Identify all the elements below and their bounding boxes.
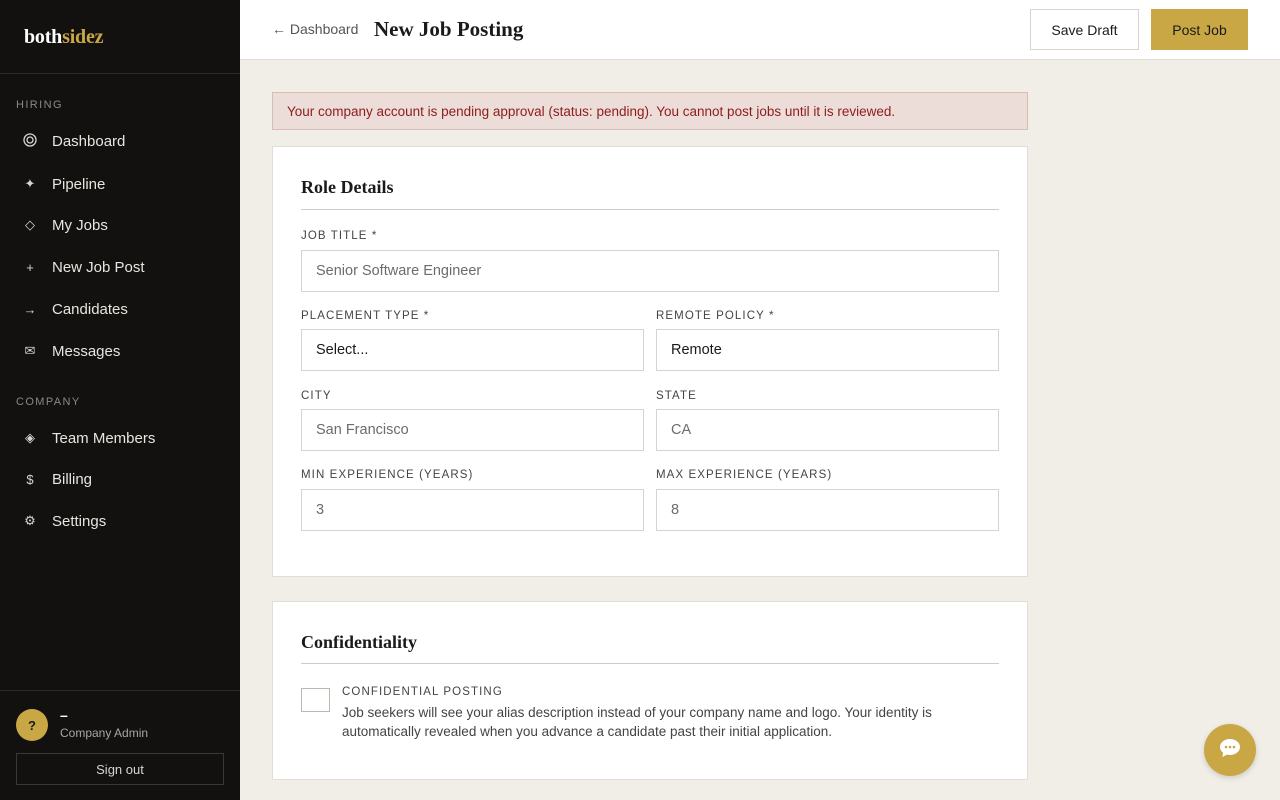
sidebar-item-candidates[interactable] bbox=[0, 291, 240, 327]
sidebar-item-pipeline[interactable] bbox=[0, 166, 240, 202]
placement-type-label: PLACEMENT TYPE * bbox=[301, 310, 430, 322]
back-to-dashboard-link[interactable]: ← Dashboard bbox=[272, 21, 359, 37]
sidebar-item-label: Team Members bbox=[52, 429, 156, 447]
sidebar-item-my-jobs[interactable] bbox=[0, 207, 240, 243]
dollar-icon: $ bbox=[26, 471, 34, 487]
sidebar-item-billing[interactable] bbox=[0, 461, 240, 497]
sidebar-item-messages[interactable] bbox=[0, 333, 240, 369]
section-label-hiring: HIRING bbox=[16, 99, 63, 111]
sidebar-item-dashboard[interactable] bbox=[0, 123, 240, 159]
card-title: Confidentiality bbox=[301, 632, 418, 652]
diamond-outline-icon: ◇ bbox=[25, 217, 35, 232]
arrow-right-icon: → bbox=[23, 301, 37, 317]
sidebar-item-team-members[interactable] bbox=[0, 420, 240, 456]
divider bbox=[301, 663, 999, 664]
confidential-posting-checkbox[interactable] bbox=[301, 688, 330, 712]
sign-out-button[interactable]: Sign out bbox=[16, 753, 224, 785]
post-job-button[interactable]: Post Job bbox=[1151, 9, 1248, 50]
card-title: Role Details bbox=[301, 177, 394, 197]
confidential-posting-description: Job seekers will see your alias description instead of your company name and logo. Your identity is automatically revealed when you advance a candidate past their initial application. bbox=[342, 705, 932, 739]
sidebar-item-label: Candidates bbox=[52, 300, 128, 318]
section-label-company: COMPANY bbox=[16, 396, 81, 408]
sidebar-item-settings[interactable] bbox=[0, 503, 240, 539]
max-experience-input[interactable] bbox=[656, 489, 999, 531]
select-value: Select... bbox=[316, 342, 369, 358]
state-label: STATE bbox=[656, 390, 697, 402]
sidebar-item-label: Settings bbox=[52, 512, 107, 530]
user-role: Company Admin bbox=[60, 726, 149, 740]
sidebar-item-label: Dashboard bbox=[52, 132, 126, 150]
confidentiality-card bbox=[272, 601, 1028, 780]
sidebar-item-label: Pipeline bbox=[52, 175, 106, 193]
sparkle-icon: ✦ bbox=[24, 176, 36, 191]
gear-icon: ⚙ bbox=[24, 513, 36, 528]
target-icon bbox=[22, 133, 38, 150]
city-input[interactable] bbox=[301, 409, 644, 451]
chat-bubble-icon bbox=[1219, 738, 1241, 763]
sidebar-item-label: New Job Post bbox=[52, 258, 145, 276]
envelope-icon: ✉ bbox=[24, 343, 36, 358]
chat-button[interactable] bbox=[1204, 724, 1256, 776]
remote-policy-select[interactable] bbox=[656, 329, 999, 371]
min-experience-label: MIN EXPERIENCE (YEARS) bbox=[301, 469, 474, 481]
job-title-label: JOB TITLE * bbox=[301, 230, 378, 242]
min-experience-input[interactable] bbox=[301, 489, 644, 531]
divider bbox=[301, 209, 999, 210]
state-input[interactable] bbox=[656, 409, 999, 451]
top-header bbox=[240, 0, 1280, 60]
page-title: New Job Posting bbox=[374, 17, 524, 41]
job-title-input[interactable] bbox=[301, 250, 999, 292]
user-name: – bbox=[60, 707, 68, 723]
avatar[interactable]: ? bbox=[16, 709, 48, 741]
sidebar bbox=[0, 0, 240, 800]
max-experience-label: MAX EXPERIENCE (YEARS) bbox=[656, 469, 833, 481]
city-label: CITY bbox=[301, 390, 332, 402]
sidebar-item-label: My Jobs bbox=[52, 216, 108, 234]
brand-logo[interactable]: bothsidez bbox=[0, 0, 240, 74]
plus-icon: + bbox=[26, 259, 34, 275]
placement-type-select[interactable] bbox=[301, 329, 644, 371]
select-value: Remote bbox=[671, 342, 722, 358]
sidebar-item-label: Billing bbox=[52, 470, 93, 488]
remote-policy-label: REMOTE POLICY * bbox=[656, 310, 775, 322]
save-draft-button[interactable]: Save Draft bbox=[1030, 9, 1139, 50]
sidebar-item-new-job-post[interactable] bbox=[0, 249, 240, 285]
pending-approval-alert: Your company account is pending approval (status: pending). You cannot post jobs until it is reviewed. bbox=[272, 92, 1028, 130]
sidebar-item-label: Messages bbox=[52, 342, 121, 360]
confidential-posting-label: CONFIDENTIAL POSTING bbox=[342, 686, 503, 698]
diamond-filled-icon: ◈ bbox=[25, 430, 35, 445]
user-panel bbox=[0, 690, 240, 800]
role-details-card bbox=[272, 146, 1028, 577]
